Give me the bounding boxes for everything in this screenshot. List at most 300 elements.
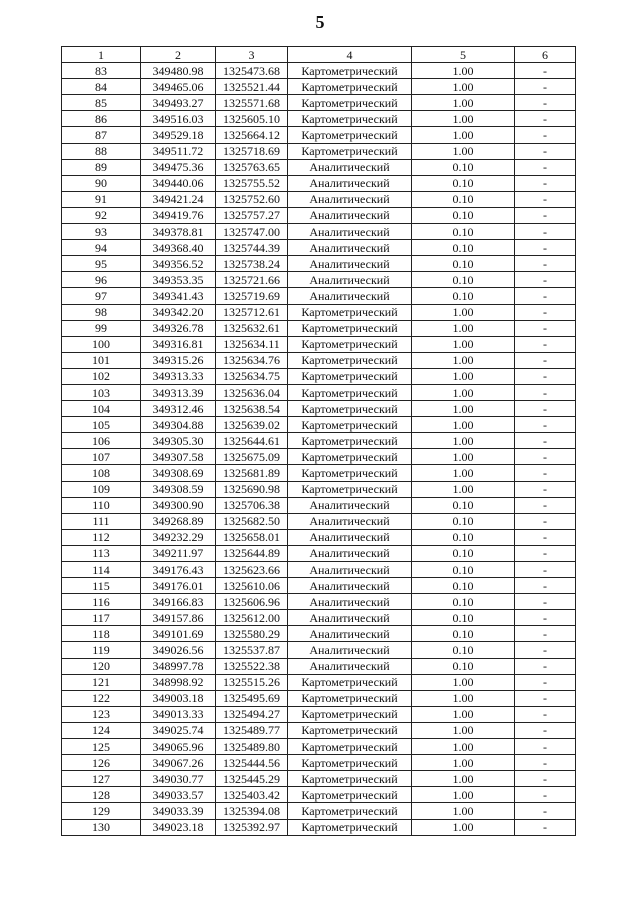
table-cell: 100 [62, 336, 141, 352]
table-cell: Аналитический [288, 529, 412, 545]
table-cell: 349315.26 [141, 352, 216, 368]
table-row [62, 755, 576, 771]
table-cell: - [515, 674, 576, 690]
table-cell: 349421.24 [141, 191, 216, 207]
table-cell: 348997.78 [141, 658, 216, 674]
table-row [62, 562, 576, 578]
table-cell: 1325639.02 [216, 417, 288, 433]
table-cell: - [515, 191, 576, 207]
table-cell: 0.10 [412, 288, 515, 304]
table-cell: 1.00 [412, 143, 515, 159]
table-cell: - [515, 513, 576, 529]
table-cell: 349026.56 [141, 642, 216, 658]
table-cell: Картометрический [288, 79, 412, 95]
table-cell: - [515, 95, 576, 111]
table-cell: 98 [62, 304, 141, 320]
table-cell: - [515, 433, 576, 449]
table-cell: 0.10 [412, 610, 515, 626]
table-cell: - [515, 175, 576, 191]
table-cell: Картометрический [288, 465, 412, 481]
table-cell: 89 [62, 159, 141, 175]
table-cell: 349307.58 [141, 449, 216, 465]
table-row [62, 384, 576, 400]
table-cell: 97 [62, 288, 141, 304]
table-cell: 349313.39 [141, 384, 216, 400]
table-cell: 349176.01 [141, 578, 216, 594]
table-cell: 349065.96 [141, 739, 216, 755]
table-cell: 349493.27 [141, 95, 216, 111]
table-cell: 349023.18 [141, 819, 216, 835]
table-cell: 349313.33 [141, 368, 216, 384]
table-cell: 1.00 [412, 384, 515, 400]
table-cell: Картометрический [288, 739, 412, 755]
table-cell: 1325634.76 [216, 352, 288, 368]
table-cell: 126 [62, 755, 141, 771]
table-cell: Картометрический [288, 755, 412, 771]
table-cell: Аналитический [288, 175, 412, 191]
table-cell: Аналитический [288, 191, 412, 207]
table-cell: 349003.18 [141, 690, 216, 706]
table-cell: 1325706.38 [216, 497, 288, 513]
table-cell: 96 [62, 272, 141, 288]
table-cell: 1.00 [412, 111, 515, 127]
table-cell: 0.10 [412, 626, 515, 642]
table-cell: 1325394.08 [216, 803, 288, 819]
table-cell: - [515, 529, 576, 545]
table-cell: 120 [62, 658, 141, 674]
table-cell: - [515, 706, 576, 722]
table-cell: Картометрический [288, 143, 412, 159]
table-cell: 1.00 [412, 803, 515, 819]
table-cell: 1325494.27 [216, 706, 288, 722]
table-cell: Картометрический [288, 352, 412, 368]
table-row [62, 368, 576, 384]
table-cell: 1325623.66 [216, 562, 288, 578]
table-row [62, 304, 576, 320]
table-cell: - [515, 256, 576, 272]
table-cell: - [515, 240, 576, 256]
table-cell: Картометрический [288, 95, 412, 111]
table-cell: 1325644.61 [216, 433, 288, 449]
table-cell: - [515, 819, 576, 835]
table-cell: - [515, 594, 576, 610]
table-cell: 349465.06 [141, 79, 216, 95]
table-row [62, 143, 576, 159]
table-cell: 84 [62, 79, 141, 95]
table-cell: 349176.43 [141, 562, 216, 578]
table-cell: 349268.89 [141, 513, 216, 529]
table-cell: 119 [62, 642, 141, 658]
table-cell: Картометрический [288, 787, 412, 803]
table-cell: 1325721.66 [216, 272, 288, 288]
table-cell: 349308.59 [141, 481, 216, 497]
table-cell: 1.00 [412, 368, 515, 384]
table-cell: - [515, 626, 576, 642]
table-cell: 1325634.75 [216, 368, 288, 384]
table-cell: 1.00 [412, 819, 515, 835]
table-cell: 349516.03 [141, 111, 216, 127]
table-cell: 0.10 [412, 191, 515, 207]
table-cell: - [515, 739, 576, 755]
table-row [62, 272, 576, 288]
table-cell: 0.10 [412, 658, 515, 674]
table-cell: - [515, 562, 576, 578]
table-cell: 1325712.61 [216, 304, 288, 320]
table-cell: 1325763.65 [216, 159, 288, 175]
table-row [62, 63, 576, 79]
table-cell: - [515, 63, 576, 79]
table-cell: 349067.26 [141, 755, 216, 771]
table-cell: 108 [62, 465, 141, 481]
table-cell: Аналитический [288, 513, 412, 529]
table-row [62, 465, 576, 481]
coordinates-table [61, 46, 576, 836]
table-cell: 0.10 [412, 562, 515, 578]
table-cell: 1325757.27 [216, 207, 288, 223]
table-cell: - [515, 465, 576, 481]
table-cell: 349030.77 [141, 771, 216, 787]
table-cell: 349353.35 [141, 272, 216, 288]
table-cell: Картометрический [288, 690, 412, 706]
table-cell: 129 [62, 803, 141, 819]
table-cell: 1.00 [412, 787, 515, 803]
table-cell: - [515, 79, 576, 95]
table-cell: - [515, 207, 576, 223]
table-cell: 1.00 [412, 690, 515, 706]
table-cell: 349342.20 [141, 304, 216, 320]
table-cell: 1.00 [412, 674, 515, 690]
table-cell: - [515, 722, 576, 738]
table-cell: 1325718.69 [216, 143, 288, 159]
table-cell: 117 [62, 610, 141, 626]
table-cell: 349356.52 [141, 256, 216, 272]
table-cell: 349341.43 [141, 288, 216, 304]
table-cell: 349157.86 [141, 610, 216, 626]
table-cell: Аналитический [288, 497, 412, 513]
table-row [62, 803, 576, 819]
table-cell: - [515, 143, 576, 159]
table-cell: - [515, 320, 576, 336]
table-row [62, 79, 576, 95]
table-cell: 1.00 [412, 79, 515, 95]
table-cell: 0.10 [412, 642, 515, 658]
table-cell: 349480.98 [141, 63, 216, 79]
table-cell: 0.10 [412, 240, 515, 256]
table-cell: Картометрический [288, 127, 412, 143]
table-cell: 1325515.26 [216, 674, 288, 690]
table-cell: 1325571.68 [216, 95, 288, 111]
table-cell: 1.00 [412, 755, 515, 771]
table-cell: 103 [62, 384, 141, 400]
table-cell: 349529.18 [141, 127, 216, 143]
table-cell: 1.00 [412, 433, 515, 449]
table-cell: 1325747.00 [216, 224, 288, 240]
table-cell: 349475.36 [141, 159, 216, 175]
table-cell: 1325537.87 [216, 642, 288, 658]
table-cell: 349312.46 [141, 401, 216, 417]
table-row [62, 336, 576, 352]
table-cell: 86 [62, 111, 141, 127]
table-cell: Картометрический [288, 706, 412, 722]
table-cell: 0.10 [412, 594, 515, 610]
table-cell: Аналитический [288, 642, 412, 658]
table-cell: 1325473.68 [216, 63, 288, 79]
table-row [62, 674, 576, 690]
table-row [62, 481, 576, 497]
table-cell: - [515, 578, 576, 594]
table-cell: 1.00 [412, 706, 515, 722]
table-cell: - [515, 288, 576, 304]
table-cell: 1.00 [412, 771, 515, 787]
table-cell: Картометрический [288, 433, 412, 449]
table-cell: - [515, 304, 576, 320]
table-cell: 1325632.61 [216, 320, 288, 336]
table-cell: Аналитический [288, 240, 412, 256]
table-row [62, 658, 576, 674]
table-cell: 122 [62, 690, 141, 706]
table-cell: 1325644.89 [216, 545, 288, 561]
table-cell: 1325752.60 [216, 191, 288, 207]
table-cell: 118 [62, 626, 141, 642]
table-row [62, 594, 576, 610]
table-cell: 1.00 [412, 304, 515, 320]
table-row [62, 610, 576, 626]
table-cell: - [515, 272, 576, 288]
table-cell: 87 [62, 127, 141, 143]
table-row [62, 175, 576, 191]
table-cell: 0.10 [412, 175, 515, 191]
table-cell: 93 [62, 224, 141, 240]
table-cell: 349013.33 [141, 706, 216, 722]
table-cell: 121 [62, 674, 141, 690]
table-cell: Аналитический [288, 610, 412, 626]
table-row [62, 224, 576, 240]
table-cell: 1325403.42 [216, 787, 288, 803]
table-cell: 349305.30 [141, 433, 216, 449]
header-row [62, 47, 576, 63]
table-cell: 1.00 [412, 95, 515, 111]
table-cell: 1325738.24 [216, 256, 288, 272]
table-cell: - [515, 690, 576, 706]
table-cell: 1.00 [412, 401, 515, 417]
table-cell: Аналитический [288, 288, 412, 304]
table-cell: 0.10 [412, 578, 515, 594]
table-cell: 1325755.52 [216, 175, 288, 191]
table-cell: 1.00 [412, 320, 515, 336]
table-cell: Картометрический [288, 401, 412, 417]
table-row [62, 191, 576, 207]
table-cell: 1.00 [412, 481, 515, 497]
table-cell: 105 [62, 417, 141, 433]
table-cell: 1325636.04 [216, 384, 288, 400]
table-cell: - [515, 449, 576, 465]
table-row [62, 159, 576, 175]
table-cell: 88 [62, 143, 141, 159]
table-cell: - [515, 658, 576, 674]
table-cell: 349440.06 [141, 175, 216, 191]
table-cell: 349316.81 [141, 336, 216, 352]
table-cell: - [515, 352, 576, 368]
table-cell: 348998.92 [141, 674, 216, 690]
table-cell: 349378.81 [141, 224, 216, 240]
table-row [62, 706, 576, 722]
table-row [62, 771, 576, 787]
table-cell: 0.10 [412, 497, 515, 513]
table-cell: - [515, 642, 576, 658]
table-row [62, 127, 576, 143]
table-cell: 1325495.69 [216, 690, 288, 706]
table-cell: 1.00 [412, 63, 515, 79]
table-cell: Картометрический [288, 417, 412, 433]
table-cell: 349308.69 [141, 465, 216, 481]
table-cell: Картометрический [288, 368, 412, 384]
table-cell: 1.00 [412, 127, 515, 143]
table-row [62, 529, 576, 545]
table-cell: Аналитический [288, 272, 412, 288]
table-cell: 349232.29 [141, 529, 216, 545]
table-cell: 1.00 [412, 722, 515, 738]
table-cell: 1325521.44 [216, 79, 288, 95]
table-cell: - [515, 545, 576, 561]
table-cell: 0.10 [412, 224, 515, 240]
table-row [62, 320, 576, 336]
table-cell: 349211.97 [141, 545, 216, 561]
table-cell: Аналитический [288, 207, 412, 223]
table-cell: Картометрический [288, 304, 412, 320]
table-cell: 1325612.00 [216, 610, 288, 626]
table-row [62, 433, 576, 449]
table-body [62, 63, 576, 836]
table-row [62, 739, 576, 755]
header-cell: 6 [515, 47, 576, 63]
table-cell: 123 [62, 706, 141, 722]
table-row [62, 95, 576, 111]
table-cell: Картометрический [288, 819, 412, 835]
table-cell: 83 [62, 63, 141, 79]
table-cell: Аналитический [288, 159, 412, 175]
table-cell: 1325392.97 [216, 819, 288, 835]
table-cell: - [515, 771, 576, 787]
table-cell: - [515, 401, 576, 417]
table-row [62, 352, 576, 368]
table-cell: 115 [62, 578, 141, 594]
table-cell: 1325605.10 [216, 111, 288, 127]
table-cell: Картометрический [288, 722, 412, 738]
table-cell: 349368.40 [141, 240, 216, 256]
table-cell: - [515, 497, 576, 513]
table-cell: 1.00 [412, 417, 515, 433]
table-cell: 349300.90 [141, 497, 216, 513]
table-cell: - [515, 127, 576, 143]
table-cell: 349326.78 [141, 320, 216, 336]
table-cell: 349511.72 [141, 143, 216, 159]
header-cell: 2 [141, 47, 216, 63]
table-cell: 1325690.98 [216, 481, 288, 497]
table-row [62, 207, 576, 223]
table-cell: 349033.57 [141, 787, 216, 803]
table-cell: 349304.88 [141, 417, 216, 433]
table-row [62, 401, 576, 417]
table-cell: 94 [62, 240, 141, 256]
table-row [62, 449, 576, 465]
table-cell: 1.00 [412, 336, 515, 352]
table-cell: 1325522.38 [216, 658, 288, 674]
header-cell: 4 [288, 47, 412, 63]
table-row [62, 578, 576, 594]
table-cell: 1325664.12 [216, 127, 288, 143]
table-cell: 1325610.06 [216, 578, 288, 594]
table-row [62, 288, 576, 304]
table-cell: 1.00 [412, 449, 515, 465]
table-cell: 1325489.80 [216, 739, 288, 755]
table-cell: 1325681.89 [216, 465, 288, 481]
table-cell: - [515, 384, 576, 400]
table-cell: 349025.74 [141, 722, 216, 738]
table-cell: 128 [62, 787, 141, 803]
table-row [62, 417, 576, 433]
table-cell: 1325634.11 [216, 336, 288, 352]
table-row [62, 819, 576, 835]
table-cell: Картометрический [288, 336, 412, 352]
table-cell: Аналитический [288, 594, 412, 610]
table-row [62, 722, 576, 738]
table-cell: 114 [62, 562, 141, 578]
table-cell: Аналитический [288, 658, 412, 674]
table-cell: 1325489.77 [216, 722, 288, 738]
table-row [62, 545, 576, 561]
table-cell: 109 [62, 481, 141, 497]
table-cell: 349033.39 [141, 803, 216, 819]
table-cell: Аналитический [288, 256, 412, 272]
table-cell: Аналитический [288, 578, 412, 594]
table-cell: 92 [62, 207, 141, 223]
table-cell: 106 [62, 433, 141, 449]
table-row [62, 690, 576, 706]
table-cell: 349419.76 [141, 207, 216, 223]
table-cell: 1325658.01 [216, 529, 288, 545]
table-cell: 0.10 [412, 529, 515, 545]
table-cell: 101 [62, 352, 141, 368]
header-cell: 3 [216, 47, 288, 63]
table-cell: - [515, 481, 576, 497]
table-cell: Картометрический [288, 803, 412, 819]
table-cell: - [515, 755, 576, 771]
table-cell: - [515, 224, 576, 240]
table-cell: - [515, 159, 576, 175]
table-cell: 125 [62, 739, 141, 755]
table-cell: 1.00 [412, 352, 515, 368]
table-cell: - [515, 368, 576, 384]
table-row [62, 787, 576, 803]
table-row [62, 513, 576, 529]
header-cell: 1 [62, 47, 141, 63]
table-cell: 1325580.29 [216, 626, 288, 642]
table-cell: 85 [62, 95, 141, 111]
table-cell: 102 [62, 368, 141, 384]
header-cell: 5 [412, 47, 515, 63]
table-cell: 111 [62, 513, 141, 529]
table-cell: Картометрический [288, 111, 412, 127]
table-cell: Картометрический [288, 481, 412, 497]
table-cell: 0.10 [412, 256, 515, 272]
table-cell: Картометрический [288, 320, 412, 336]
table-cell: 0.10 [412, 545, 515, 561]
table-cell: - [515, 111, 576, 127]
table-cell: - [515, 787, 576, 803]
table-cell: 1325444.56 [216, 755, 288, 771]
table-cell: 349166.83 [141, 594, 216, 610]
table-cell: 0.10 [412, 207, 515, 223]
